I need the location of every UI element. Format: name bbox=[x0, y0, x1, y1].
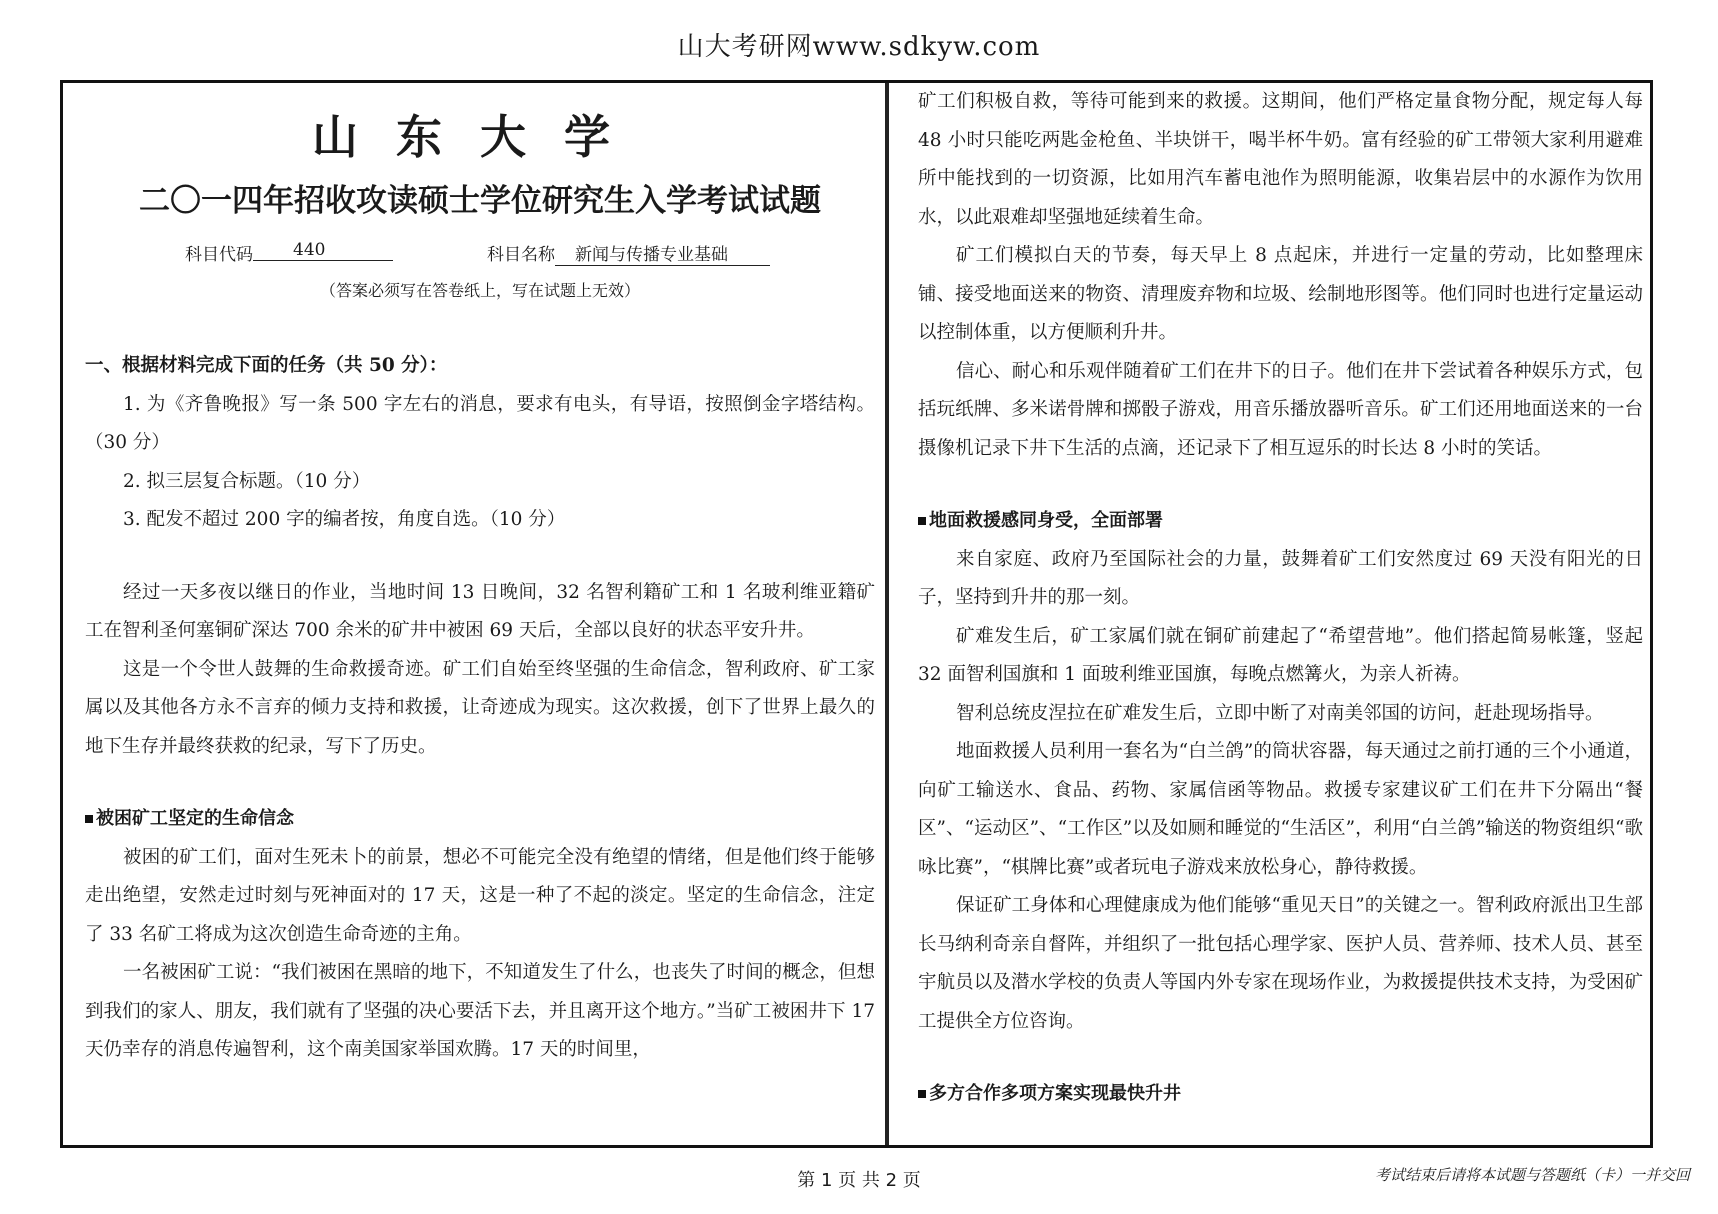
body-paragraph: 智利总统皮涅拉在矿难发生后，立即中断了对南美邻国的访问，赶赴现场指导。 bbox=[956, 702, 1604, 724]
section-heading bbox=[918, 1075, 1643, 1114]
university-name: 山东大学 bbox=[312, 110, 648, 164]
body-paragraph: 信心、耐心和乐观伴随着矿工们在井下的日子。他们在井下尝试着各种娱乐方式，包括玩纸牌、多米诺骨牌和掷骰子游戏，用音乐播放器听音乐。矿工们还用地面送来的一台摄像机记录下井下生活的点滴，还记录下了相互逗乐的时长达 8 小时的笑话。 bbox=[918, 360, 1643, 459]
body-paragraph: 被困的矿工们，面对生死未卜的前景，想必不可能完全没有绝望的情绪，但是他们终于能够走出绝望，安然走过时刻与死神面对的 17 天，这是一种了不起的淡定。坚定的生命信念，注定了 33 名矿工将成为这次创造生命奇迹的主角。 bbox=[85, 846, 875, 945]
body-paragraph: 矿工们积极自救，等待可能到来的救援。这期间，他们严格定量食物分配，规定每人每 48 小时只能吃两匙金枪鱼、半块饼干，喝半杯牛奶。富有经验的矿工带领大家利用避难所中能找到的一切资源，比如用汽车蓄电池作为照明能源，收集岩层中的水源作为饮用水，以此艰难却坚强地延续着生命。 bbox=[918, 91, 1643, 228]
subject-name: 新闻与传播专业基础 bbox=[555, 240, 770, 266]
page-number: 第 1 页 共 2 页 bbox=[797, 1170, 921, 1191]
section-title: 被困矿工坚定的生命信念 bbox=[96, 808, 294, 829]
left-column bbox=[85, 91, 875, 1070]
section-title: 多方合作多项方案实现最快升井 bbox=[929, 1083, 1181, 1104]
square-bullet-icon bbox=[85, 815, 93, 823]
intro-paragraph: 经过一天多夜以继日的作业，当地时间 13 日晚间，32 名智利籍矿工和 1 名玻利维亚籍矿工在智利圣何塞铜矿深达 700 余米的矿井中被困 69 天后，全部以良好的状态平安升井。 bbox=[85, 581, 875, 641]
body-paragraph: 一名被困矿工说：“我们被困在黑暗的地下，不知道发生了什么，也丧失了时间的概念，但想到我们的家人、朋友，我们就有了坚强的决心要活下去，并且离开这个地方。”当矿工被困井下 17 天仍幸存的消息传遍智利，这个南美国家举国欢腾。17 天的时间里， bbox=[85, 962, 875, 1060]
section-title: 地面救援感同身受，全面部署 bbox=[929, 510, 1163, 531]
section-heading bbox=[918, 502, 1643, 541]
answer-note: （答案必须写在答卷纸上，写在试题上无效） bbox=[319, 281, 640, 300]
column-divider bbox=[885, 83, 889, 1145]
subject-code-label: 科目代码 bbox=[185, 245, 253, 265]
site-header: 山大考研网www.sdkyw.com bbox=[677, 32, 1041, 62]
square-bullet-icon bbox=[918, 517, 926, 525]
subject-name-label: 科目名称 bbox=[487, 245, 555, 265]
square-bullet-icon bbox=[918, 1090, 926, 1098]
task-2: 2. 拟三层复合标题。（10 分） bbox=[123, 470, 371, 492]
subject-info bbox=[85, 240, 875, 264]
section-heading bbox=[85, 800, 875, 839]
exam-paper-frame bbox=[60, 80, 1653, 1148]
question-heading: 一、根据材料完成下面的任务（共 50 分）： bbox=[85, 355, 448, 376]
footer-note: 考试结束后请将本试题与答题纸（卡）一并交回 bbox=[1374, 1166, 1690, 1184]
right-column bbox=[918, 83, 1643, 1114]
body-paragraph: 矿工们模拟白天的节奏，每天早上 8 点起床，并进行一定量的劳动，比如整理床铺、接受地面送来的物资、清理废弃物和垃圾、绘制地形图等。他们同时也进行定量运动以控制体重，以方便顺利升井。 bbox=[918, 245, 1643, 343]
body-paragraph: 矿难发生后，矿工家属们就在铜矿前建起了“希望营地”。他们搭起简易帐篷，竖起 32 面智利国旗和 1 面玻利维亚国旗，每晚点燃篝火，为亲人祈祷。 bbox=[918, 625, 1643, 685]
body-paragraph: 保证矿工身体和心理健康成为他们能够“重见天日”的关键之一。智利政府派出卫生部长马纳利奇亲自督阵，并组织了一批包括心理学家、医护人员、营养师、技术人员、甚至宇航员以及潜水学校的负责人等国内外专家在现场作业，为救援提供技术支持，为受困矿工提供全方位咨询。 bbox=[918, 895, 1643, 1032]
body-paragraph: 地面救援人员利用一套名为“白兰鸽”的筒状容器，每天通过之前打通的三个小通道，向矿工输送水、食品、药物、家属信函等物品。救援专家建议矿工们在井下分隔出“餐区”、“运动区”、“工作区”以及如厕和睡觉的“生活区”，利用“白兰鸽”输送的物资组织“歌咏比赛”，“棋牌比赛”或者玩电子游戏来放松身心，静待救援。 bbox=[918, 741, 1643, 878]
exam-title: 二〇一四年招收攻读硕士学位研究生入学考试试题 bbox=[139, 183, 821, 219]
task-3: 3. 配发不超过 200 字的编者按，角度自选。（10 分） bbox=[123, 509, 566, 530]
task-1: 1. 为《齐鲁晚报》写一条 500 字左右的消息，要求有电头，有导语，按照倒金字塔结构。（30 分） bbox=[85, 393, 875, 453]
intro-paragraph: 这是一个令世人鼓舞的生命救援奇迹。矿工们自始至终坚强的生命信念，智利政府、矿工家属以及其他各方永不言弃的倾力支持和救援，让奇迹成为现实。这次救援，创下了世界上最久的地下生存并最终获救的纪录，写下了历史。 bbox=[85, 658, 875, 757]
subject-code: 440 bbox=[253, 240, 393, 261]
body-paragraph: 来自家庭、政府乃至国际社会的力量，鼓舞着矿工们安然度过 69 天没有阳光的日子，坚持到升井的那一刻。 bbox=[918, 548, 1643, 608]
